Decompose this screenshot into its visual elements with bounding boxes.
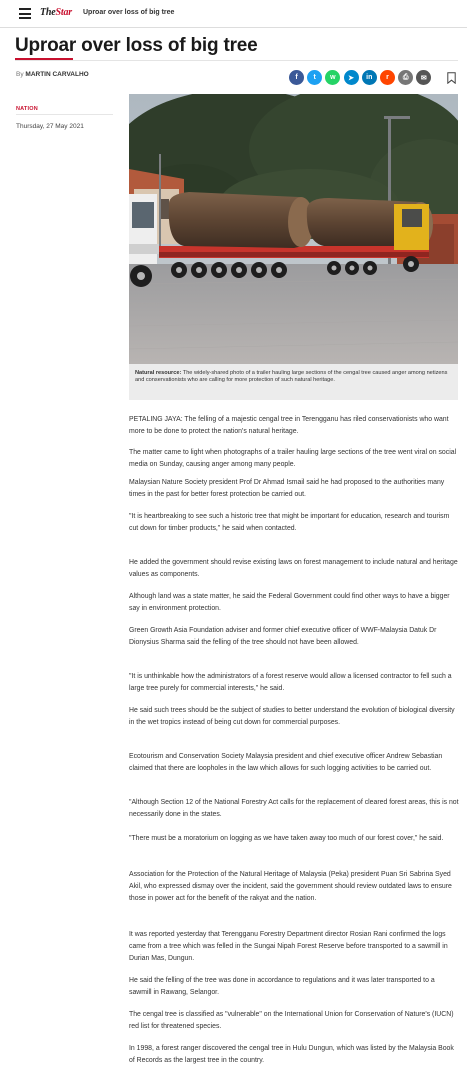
article-paragraph: It was reported yesterday that Terengganu Forestry Department director Rosian Rani confirmed the logs came from a tree which was felled in the Sungai Nipah Forest Reserve before transported to a sawmill in Durian Mas, Dungun. xyxy=(129,931,448,962)
article-paragraph: "It is unthinkable how the administrators of a forest reserve would allow a licensed contractor to fell such a large tree purely for commercial interests," he said. xyxy=(129,673,452,692)
author-link[interactable]: MARTIN CARVALHO xyxy=(25,71,89,78)
article-paragraph: Although land was a state matter, he said the Federal Government could find other ways to have a bigger say in environment protection. xyxy=(129,593,450,612)
share-bar xyxy=(289,70,435,85)
article-paragraph: Green Growth Asia Foundation adviser and former chief executive officer of WWF-Malaysia Datuk Dr Dionysius Sharma said the felling of the tree should not have been allowed. xyxy=(129,627,437,646)
publish-date: Thursday, 27 May 2021 xyxy=(16,123,84,130)
byline xyxy=(16,71,89,78)
article-paragraph: "There must be a moratorium on logging as we have taken away too much of our forest cover," he said. xyxy=(129,835,444,842)
logo-brand: Star xyxy=(55,7,72,18)
top-navigation-bar xyxy=(0,0,467,28)
whatsapp-icon[interactable]: w xyxy=(325,70,340,85)
linkedin-icon[interactable]: in xyxy=(362,70,377,85)
article-paragraph: He added the government should revise existing laws on forest management to include natural and heritage values as components. xyxy=(129,559,458,578)
article-paragraph: "Although Section 12 of the National Forestry Act calls for the replacement of cleared forest areas, this is not necessarily done in the states. xyxy=(129,799,459,818)
article-photo xyxy=(129,94,458,364)
twitter-icon[interactable]: t xyxy=(307,70,322,85)
header-divider xyxy=(15,60,458,61)
meta-divider xyxy=(16,114,113,115)
telegram-icon[interactable]: ➤ xyxy=(344,70,359,85)
article-paragraph: Malaysian Nature Society president Prof Dr Ahmad Ismail said he had proposed to the authorities many times in the past for better forest protection be carried out. xyxy=(129,479,445,498)
email-icon[interactable]: ✉ xyxy=(416,70,431,85)
section-link[interactable]: NATION xyxy=(16,106,38,112)
byline-prefix: By xyxy=(16,71,24,78)
article-paragraph: Ecotourism and Conservation Society Malaysia president and chief executive officer Andrew Sebastian claimed that there are loopholes in the law which allows for such logging activities to be carried out. xyxy=(129,753,443,772)
menu-icon[interactable] xyxy=(19,8,31,19)
article-paragraph: In 1998, a forest ranger discovered the cengal tree in Hulu Dungun, which was listed by the Malaysia Book of Records as the largest tree in the country. xyxy=(129,1045,454,1064)
facebook-icon[interactable]: f xyxy=(289,70,304,85)
caption-text: The widely-shared photo of a trailer hauling large sections of the cengal tree caused anger among netizens and conservationists who are calling for more protection of such natural heritage. xyxy=(135,370,448,384)
logo-prefix: The xyxy=(40,7,56,18)
article-paragraph: The matter came to light when photographs of a trailer hauling large sections of the tree went viral on social media on Sunday, causing anger among many people. xyxy=(129,449,457,468)
article-paragraph: He said such trees should be the subject of studies to better understand the evolution of biological diversity in the wet tropics instead of being cut down for commercial purposes. xyxy=(129,707,455,726)
bookmark-icon[interactable] xyxy=(447,72,456,84)
article-paragraph: The cengal tree is classified as "vulnerable" on the International Union for Conservation of Nature's (IUCN) red list for threatened species. xyxy=(129,1011,454,1030)
article-paragraph: "It is heartbreaking to see such a historic tree that might be important for education, research and tourism cut down for timber products," he said when contacted. xyxy=(129,513,450,532)
article-paragraph: He said the felling of the tree was done in accordance to regulations and it was later transported to a sawmill in Rawang, Selangor. xyxy=(129,977,435,996)
caption-label: Natural resource: xyxy=(135,370,182,376)
headline-accent-rule xyxy=(15,58,73,60)
article-paragraph: Association for the Protection of the Natural Heritage of Malaysia (Peka) president Puan Sri Sabrina Syed Akil, who expressed dismay over the incident, said the government should review outdated laws to ensure those in power act for the benefit of the rakyat and the nation. xyxy=(129,871,452,902)
article-paragraph: PETALING JAYA: The felling of a majestic cengal tree in Terengganu has riled conservationists who want more to be done to protect the nation's natural heritage. xyxy=(129,416,449,435)
photo-caption xyxy=(129,364,458,400)
article-headline: Uproar over loss of big tree xyxy=(15,35,258,56)
reddit-icon[interactable]: r xyxy=(380,70,395,85)
the-star-logo[interactable] xyxy=(40,7,72,18)
print-icon[interactable]: ⎙ xyxy=(398,70,413,85)
topbar-article-title: Uproar over loss of big tree xyxy=(83,9,175,16)
